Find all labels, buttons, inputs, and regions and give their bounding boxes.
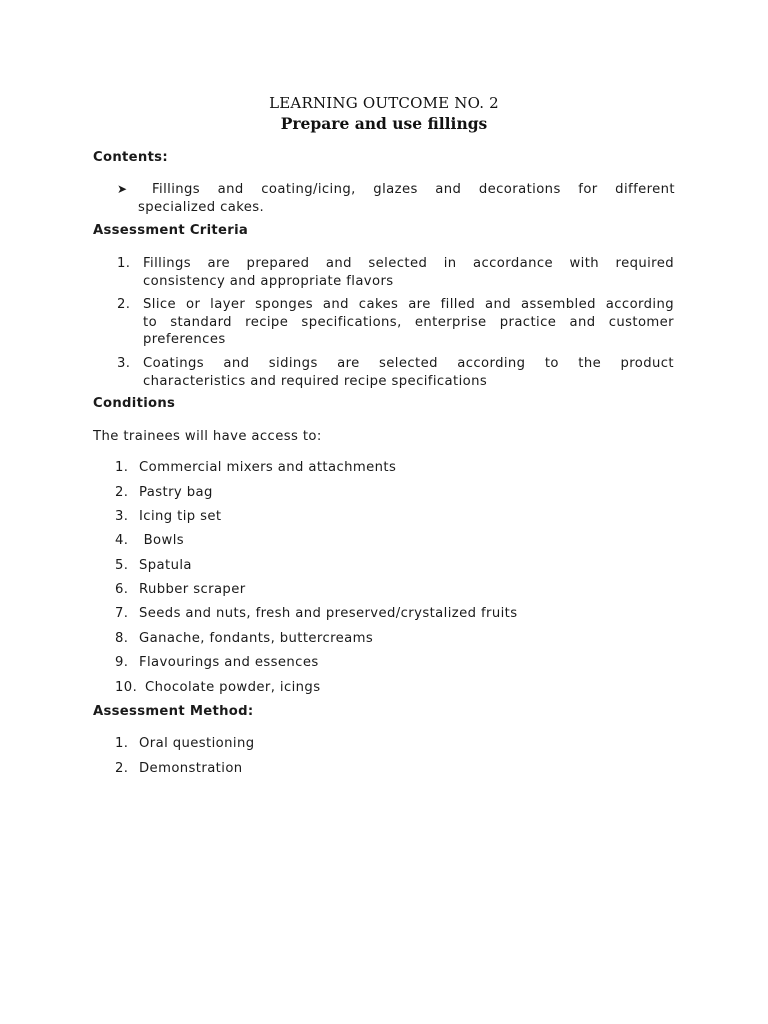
- list-item-number: 10.: [115, 680, 138, 695]
- conditions-list-item: [115, 460, 396, 475]
- assessment-method-list-item: [115, 761, 243, 776]
- learning-outcome-subtitle: Prepare and use fillings: [280, 114, 488, 133]
- list-item-number: 1.: [115, 460, 129, 475]
- list-item-text: Spatula: [139, 558, 192, 573]
- criteria-item: [117, 355, 674, 390]
- list-item-text: Demonstration: [139, 761, 243, 776]
- list-item-text: Seeds and nuts, fresh and preserved/crystalized fruits: [139, 606, 518, 621]
- conditions-list-item: [115, 582, 246, 597]
- conditions-list-item: [115, 485, 213, 500]
- list-item-number: 2.: [115, 485, 129, 500]
- contents-bullet-item: [117, 181, 675, 216]
- assessment-method-list-item: [115, 736, 255, 751]
- conditions-list-item: [115, 655, 319, 670]
- criteria-item-line: to standard recipe specifications, enterprise practice and customer: [143, 314, 674, 330]
- list-item-text: Rubber scraper: [139, 582, 246, 597]
- list-item-number: 4.: [115, 533, 129, 548]
- conditions-list-item: [115, 680, 320, 695]
- criteria-item-number: 2.: [117, 297, 131, 312]
- list-item-text: Oral questioning: [139, 736, 255, 751]
- list-item-number: 1.: [115, 736, 129, 751]
- assessment-criteria-heading: Assessment Criteria: [93, 223, 249, 238]
- criteria-item-line: Slice or layer sponges and cakes are filled and assembled according: [143, 297, 674, 312]
- list-item-text: Ganache, fondants, buttercreams: [139, 631, 374, 646]
- criteria-item-line: preferences: [143, 332, 226, 347]
- learning-outcome-title: LEARNING OUTCOME NO. 2: [269, 94, 499, 112]
- arrow-bullet-icon: ➤: [117, 182, 128, 196]
- criteria-item-line: Coatings and sidings are selected according to the product: [143, 356, 674, 371]
- list-item-number: 2.: [115, 761, 129, 776]
- list-item-number: 5.: [115, 558, 129, 573]
- conditions-heading: Conditions: [93, 396, 176, 411]
- list-item-number: 3.: [115, 509, 129, 524]
- list-item-number: 6.: [115, 582, 129, 597]
- conditions-list-item: [115, 558, 192, 573]
- criteria-item: [117, 255, 674, 290]
- conditions-list-item: [115, 631, 373, 646]
- criteria-item-line: characteristics and required recipe specifications: [143, 373, 488, 389]
- conditions-list-item: [115, 509, 221, 524]
- list-item-text: Chocolate powder, icings: [145, 680, 321, 695]
- contents-item-line: Fillings and coating/icing, glazes and decorations for different: [152, 182, 675, 197]
- contents-item-line: specialized cakes.: [138, 199, 265, 215]
- list-item-number: 9.: [115, 655, 129, 670]
- list-item-number: 7.: [115, 606, 129, 621]
- assessment-method-heading: Assessment Method:: [93, 704, 254, 719]
- criteria-item: [117, 296, 674, 349]
- list-item-number: 8.: [115, 631, 129, 646]
- list-item-text: Flavourings and essences: [139, 655, 319, 670]
- list-item-text: Pastry bag: [139, 485, 213, 500]
- criteria-item-line: Fillings are prepared and selected in accordance with required: [143, 256, 674, 271]
- contents-heading: Contents:: [93, 150, 168, 165]
- conditions-intro: The trainees will have access to:: [93, 429, 322, 444]
- list-item-text: Commercial mixers and attachments: [139, 460, 397, 475]
- list-item-text: Bowls: [139, 533, 185, 548]
- criteria-item-number: 1.: [117, 256, 131, 271]
- criteria-item-line: consistency and appropriate flavors: [143, 273, 394, 289]
- criteria-item-number: 3.: [117, 356, 131, 371]
- conditions-list-item: [115, 606, 518, 621]
- title-block: [0, 94, 768, 135]
- list-item-text: Icing tip set: [139, 509, 222, 524]
- conditions-list-item: [115, 533, 184, 548]
